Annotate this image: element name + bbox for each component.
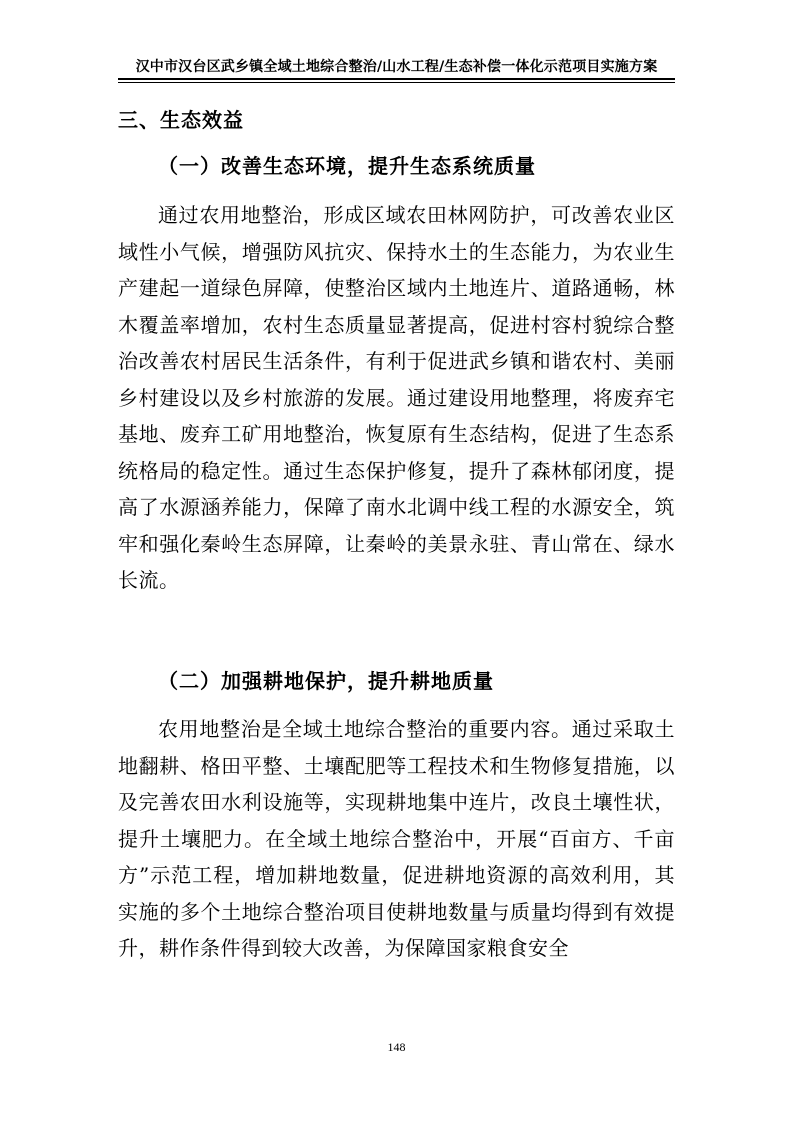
- page-number: 148: [387, 1040, 406, 1054]
- header-rule-thick: [118, 78, 675, 80]
- subsection-heading-2: （二）加强耕地保护，提升耕地质量: [158, 669, 494, 693]
- running-header: 汉中市汉台区武乡镇全域土地综合整治/山水工程/生态补偿一体化示范项目实施方案: [135, 59, 658, 75]
- header-rule-thin: [118, 82, 675, 83]
- subsection-paragraph-1: 通过农用地整治，形成区域农田林网防护，可改善农业区域性小气候，增强防风抗灾、保持水土的生态能力，为农业生产建起一道绿色屏障，使整治区域内土地连片、道路通畅，林木覆盖率增加，农村生态质量显著提高，促进村容村貌综合整治改善农村居民生活条件，有利于促进武乡镇和谐农村、美丽乡村建设以及乡村旅游的发展。通过建设用地整理，将废弃宅基地、废弃工矿用地整治，恢复原有生态结构，促进了生态系统格局的稳定性。通过生态保护修复，提升了森林郁闭度，提高了水源涵养能力，保障了南水北调中线工程的水源安全，筑牢和强化秦岭生态屏障，让秦岭的美景永驻、青山常在、绿水长流。: [118, 203, 675, 592]
- subsection-heading-1: （一）改善生态环境，提升生态系统质量: [158, 154, 536, 178]
- section-heading: 三、生态效益: [118, 108, 244, 132]
- subsection-paragraph-2: 农用地整治是全域土地综合整治的重要内容。通过采取土地翻耕、格田平整、土壤配肥等工程技术和生物修复措施，以及完善农田水利设施等，实现耕地集中连片，改良土壤性状，提升土壤肥力。在全域土地综合整治中，开展“百亩方、千亩方”示范工程，增加耕地数量，促进耕地资源的高效利用，其实施的多个土地综合整治项目使耕地数量与质量均得到有效提升，耕作条件得到较大改善，为保障国家粮食安全: [118, 717, 675, 960]
